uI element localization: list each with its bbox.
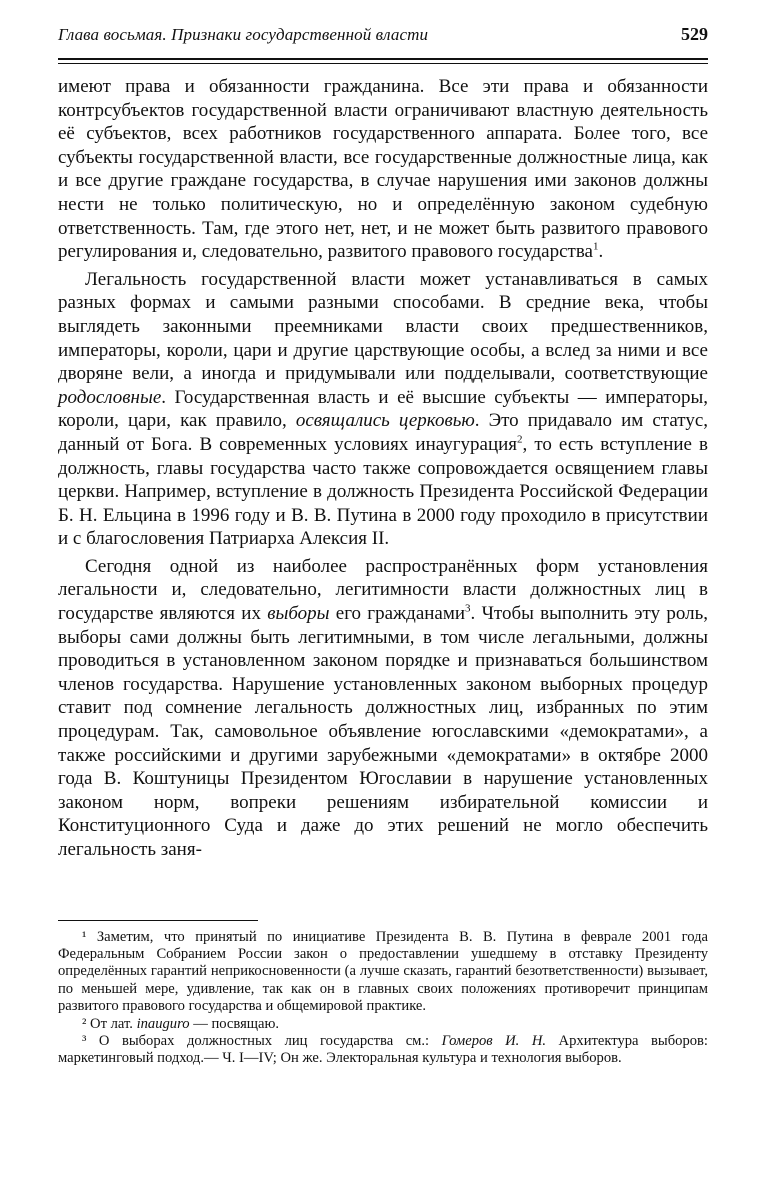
text-run: . Государственная власть и её высшие субъекты — императоры, короли, цари, как правило,: [58, 386, 708, 432]
italic-phrase: Гомеров И. Н.: [441, 1033, 547, 1050]
footnote-marker: 2: [517, 433, 523, 446]
footnote: [58, 1033, 708, 1068]
page-header: [58, 24, 708, 54]
text-run: , то есть вступление в должность, главы государства часто также сопровождается освящением главы церкви. Например, вступление в должность Президента Российской Федерации Б. Н. Ельцина в 1996 году и В. В. Путина в 2000 году проходило в присутствии и с благословения Патриарха Алексия II.: [58, 433, 709, 550]
footnote-marker: 3: [465, 602, 471, 615]
italic-phrase: освящались церковью: [295, 410, 475, 432]
header-rule-thick: [58, 58, 708, 60]
italic-phrase: родословные: [58, 386, 162, 408]
page-number: 529: [681, 24, 708, 44]
footnote-marker: 1: [593, 240, 599, 253]
text-run: имеют права и обязанности гражданина. Все эти права и обязанности контрсубъектов государственной власти ограничивают властную деятельность её субъектов, всех работников государственного аппарата. Более того, все субъекты государственной власти, все государственные должностные лица, как и все другие граждане государства, в случае нарушения ими законов должны нести не только политическую, но и определённую законом судебную ответственность. Там, где этого нет, нет, и не может быть развитого правового регулирования и, следовательно, развитого правового государства: [58, 76, 708, 263]
italic-phrase: выборы: [267, 603, 330, 625]
text-run: Архитектура выборов: маркетинговый подход.— Ч. I—IV; Он же. Электоральная культура и технология выборов.: [58, 1033, 708, 1067]
paragraph: [58, 555, 708, 862]
text-run: . Чтобы выполнить эту роль, выборы сами должны быть легитимными, в том числе легальными, должны проводиться в установленном законом порядке и признаваться большинством членов государства. Нарушение установленных законом выборных процедур ставит под сомнение легальность должностных лиц, избранных по этим процедурам. Так, самовольное объявление югославскими «демократами», а также российскими и другими зарубежными «демократами» в октябре 2000 года В. Коштуницы Президентом Югославии в нарушение установленных законом норм, вопреки решениям избирательной комиссии и Конституционного Суда и даже до этих решений не могло обеспечить легальность заня-: [58, 603, 708, 860]
footnote: [58, 1016, 708, 1033]
paragraph: [58, 75, 708, 264]
text-run: Сегодня одной из наиболее распространённых форм установления легальности и, следовательно, легитимности власти должностных лиц в государстве являются их: [58, 555, 708, 625]
text-run: .: [598, 241, 604, 263]
text-run: Легальность государственной власти может устанавливаться в самых разных формах и самыми разными способами. В средние века, чтобы выглядеть законными преемниками власти своих предшественников, императоры, короли, цари и другие царствующие особы, а вслед за ними и все дворяне вели, а иногда и придумывали или подделывали, соответствующие: [58, 268, 708, 385]
running-head: Глава восьмая. Признаки государственной власти: [58, 25, 429, 44]
paragraph: [58, 268, 708, 551]
footnotes: [58, 929, 708, 1068]
text-run: ¹ Заметим, что принятый по инициативе Президента В. В. Путина в феврале 2001 года Федеральным Собранием России закон о предоставлении ушедшему в отставку Президенту определённых гарантий неприкосновенности (а лучше сказать, гарантий безответственности) вызывает, по меньшей мере, удивление, так как он в главных своих положениях противоречит принципам развитого правового государства и общемировой практике.: [58, 928, 708, 1015]
main-text: [58, 75, 708, 862]
text-run: ³ О выборах должностных лиц государства см.:: [82, 1033, 442, 1050]
footnote: [58, 929, 708, 1016]
header-rule-thin: [58, 63, 708, 64]
footnote-separator: [58, 920, 258, 921]
text-run: ² От лат.: [82, 1015, 137, 1032]
text-run: — посвящаю.: [189, 1015, 280, 1032]
text-run: . Это придавало им статус, данный от Бога. В современных условиях инаугурация: [58, 410, 709, 455]
book-page: [58, 24, 708, 1068]
text-run: его гражданами: [329, 603, 466, 625]
italic-phrase: inauguro: [136, 1015, 190, 1032]
